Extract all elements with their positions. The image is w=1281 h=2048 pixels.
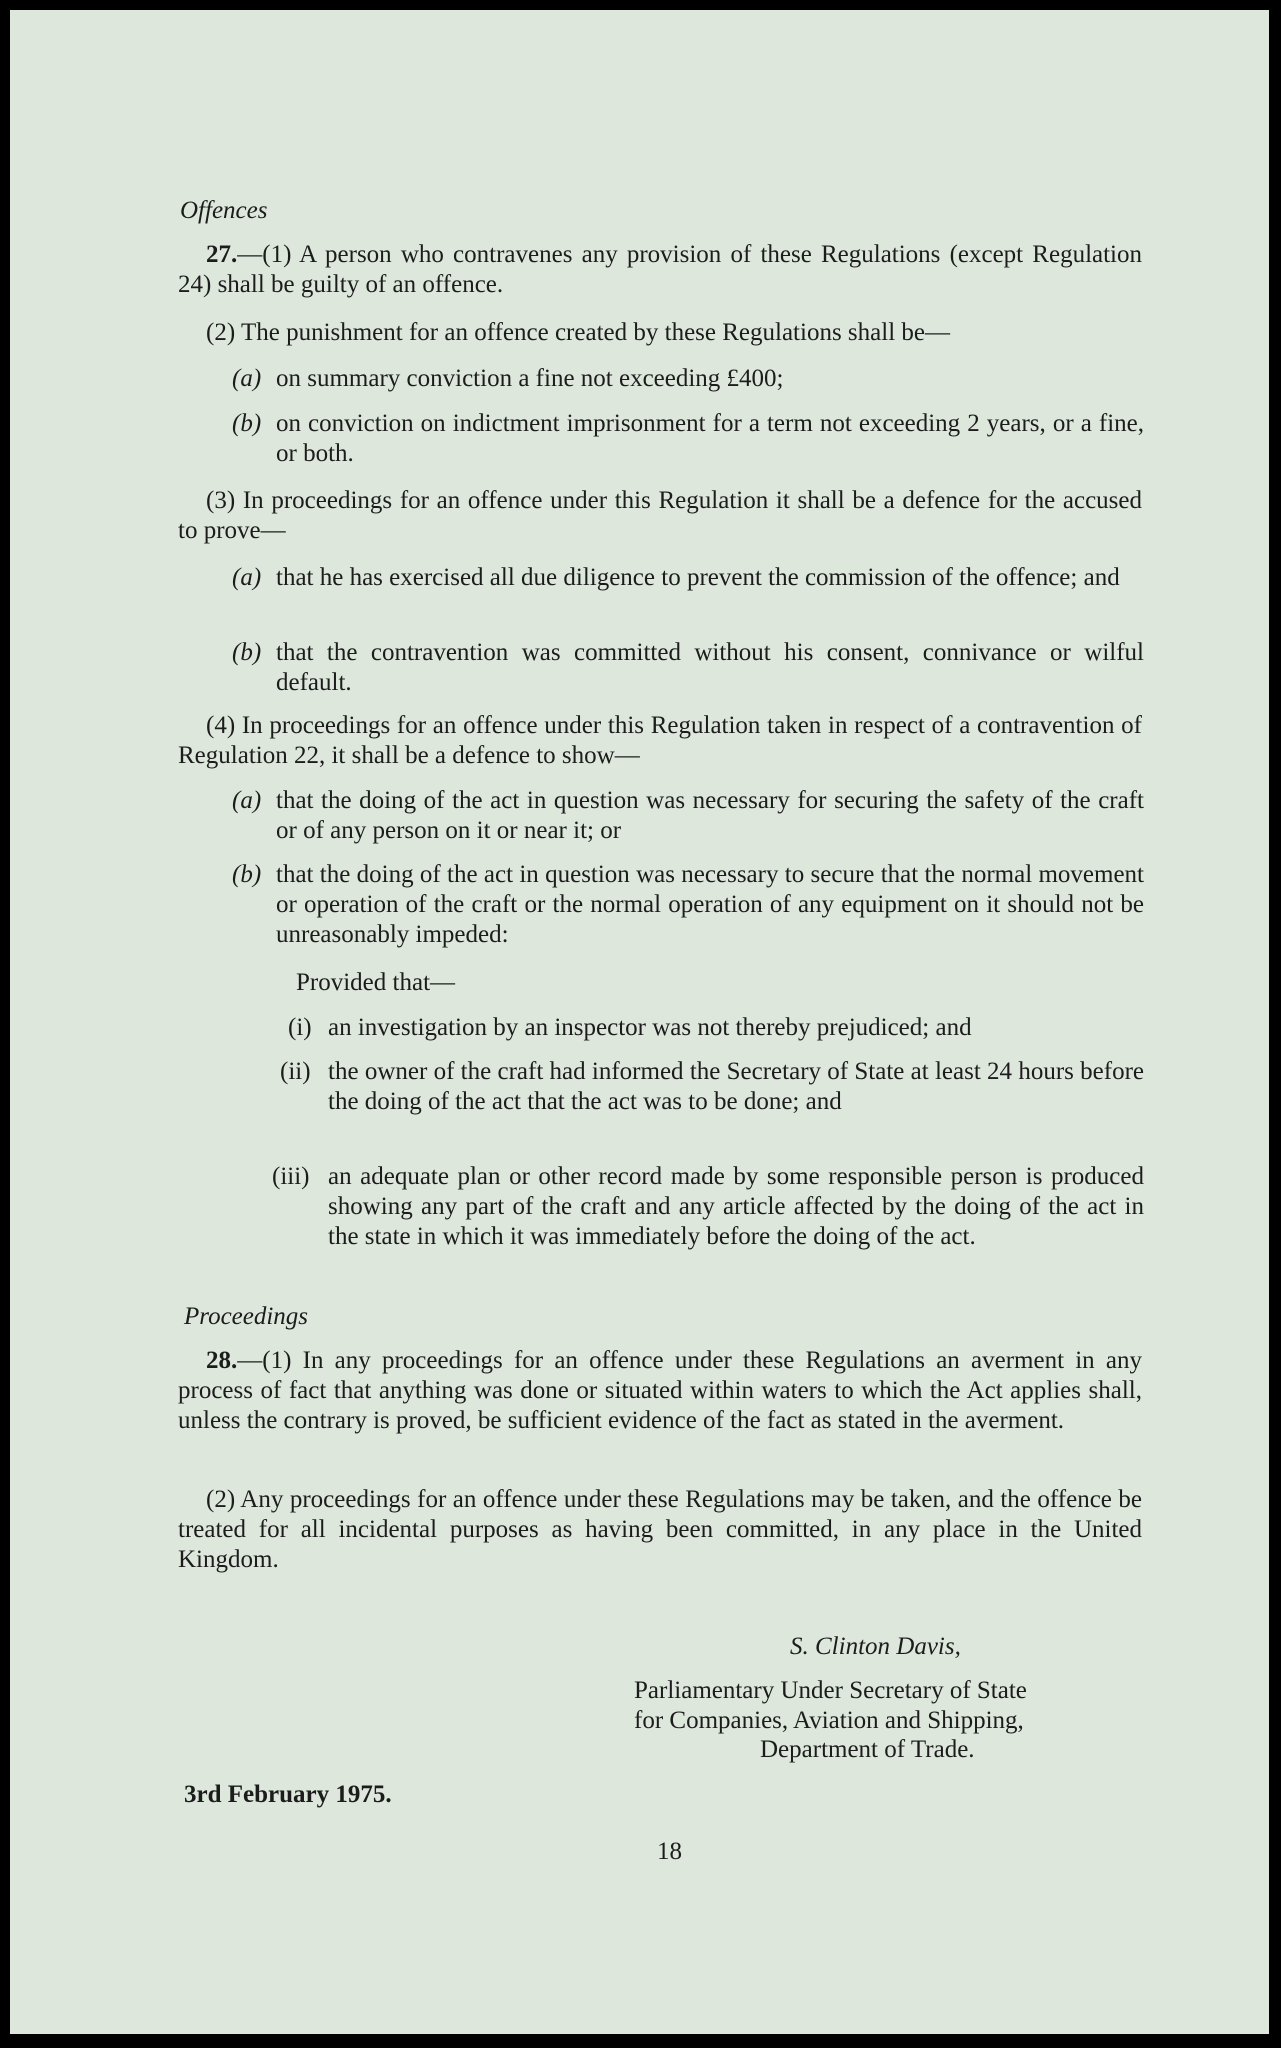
reg27-para-4-text: (4) In proceedings for an offence under this Regulation taken in respect of a contravention of Regulation 22, it shall be a defence to show—	[178, 712, 1142, 769]
reg27-para-1	[178, 240, 1142, 300]
reg28-para-2	[178, 1485, 1142, 1575]
reg27-item-2a	[232, 364, 1144, 394]
signatory-title-line-1: Parliamentary Under Secretary of State	[634, 1677, 1027, 1704]
item-label: (b)	[232, 639, 262, 666]
reg28-para-1-text: —(1) In any proceedings for an offence under these Regulations an averment in any process of fact that anything was done or situated within waters to which the Act applies shall, unless the contrary is proved, be sufficient evidence of the fact as stated in the averment.	[178, 1347, 1142, 1434]
reg27-para-3	[178, 486, 1142, 546]
reg27-para-1-text: —(1) A person who contravenes any provision of these Regulations (except Regulation 24) shall be guilty of an offence.	[178, 241, 1142, 298]
signatory-name: S. Clinton Davis,	[790, 1633, 961, 1660]
signatory-title-line-2: for Companies, Aviation and Shipping,	[634, 1707, 1024, 1734]
document-page	[10, 10, 1269, 2034]
item-text: that he has exercised all due diligence to prevent the commission of the offence; and	[276, 564, 1120, 591]
reg28-para-2-text: (2) Any proceedings for an offence under these Regulations may be taken, and the offence be treated for all incidental purposes as having been committed, in any place in the United Kingdom.	[178, 1486, 1142, 1573]
item-text: that the doing of the act in question was necessary for securing the safety of the craft or of any person on it or near it; or	[276, 787, 1144, 844]
section-heading-proceedings: Proceedings	[184, 1303, 309, 1330]
proviso-item-i	[272, 1013, 1144, 1043]
reg27-item-4a	[232, 786, 1144, 846]
document-date: 3rd February 1975.	[184, 1781, 392, 1808]
reg27-para-3-text: (3) In proceedings for an offence under this Regulation it shall be a defence for the accused to prove—	[178, 487, 1142, 544]
item-label: (i)	[288, 1014, 312, 1041]
item-text: on summary conviction a fine not exceeding £400;	[276, 365, 784, 392]
reg27-item-2b	[232, 409, 1144, 469]
reg27-item-3b	[232, 638, 1144, 698]
item-label: (a)	[232, 564, 262, 591]
item-text: an investigation by an inspector was not thereby prejudiced; and	[328, 1014, 972, 1041]
item-text: that the contravention was committed without his consent, connivance or wilful default.	[276, 639, 1144, 696]
reg28-para-1	[178, 1346, 1142, 1436]
reg27-number: 27.	[206, 241, 238, 268]
item-label: (ii)	[280, 1058, 311, 1085]
item-label: (b)	[232, 410, 262, 437]
proviso-heading: Provided that—	[296, 969, 456, 996]
item-label: (b)	[232, 861, 262, 888]
reg27-item-4b	[232, 860, 1144, 950]
item-label: (a)	[232, 787, 262, 814]
reg27-item-3a	[232, 563, 1144, 623]
item-text: on conviction on indictment imprisonment for a term not exceeding 2 years, or a fine, or both.	[276, 410, 1144, 467]
item-text: an adequate plan or other record made by some responsible person is produced showing any part of the craft and any article affected by the doing of the act in the state in which it was immediately before the doing of the act.	[328, 1163, 1144, 1250]
proviso-item-iii	[272, 1162, 1144, 1282]
reg27-para-4	[178, 711, 1142, 771]
item-text: that the doing of the act in question was necessary to secure that the normal movement or operation of the craft or the normal operation of any equipment on it should not be unreasonably impeded:	[276, 861, 1144, 948]
reg28-number: 28.	[206, 1347, 238, 1374]
item-label: (a)	[232, 365, 262, 392]
reg27-para-2	[178, 318, 1142, 348]
reg27-para-2-text: (2) The punishment for an offence created by these Regulations shall be—	[206, 319, 950, 346]
item-text: the owner of the craft had informed the Secretary of State at least 24 hours before the doing of the act that the act was to be done; and	[328, 1058, 1144, 1115]
section-heading-offences: Offences	[180, 197, 268, 224]
page-number: 18	[657, 1838, 682, 1865]
proviso-item-ii	[272, 1057, 1144, 1147]
signatory-title-line-3: Department of Trade.	[760, 1736, 975, 1763]
item-label: (iii)	[272, 1163, 310, 1190]
